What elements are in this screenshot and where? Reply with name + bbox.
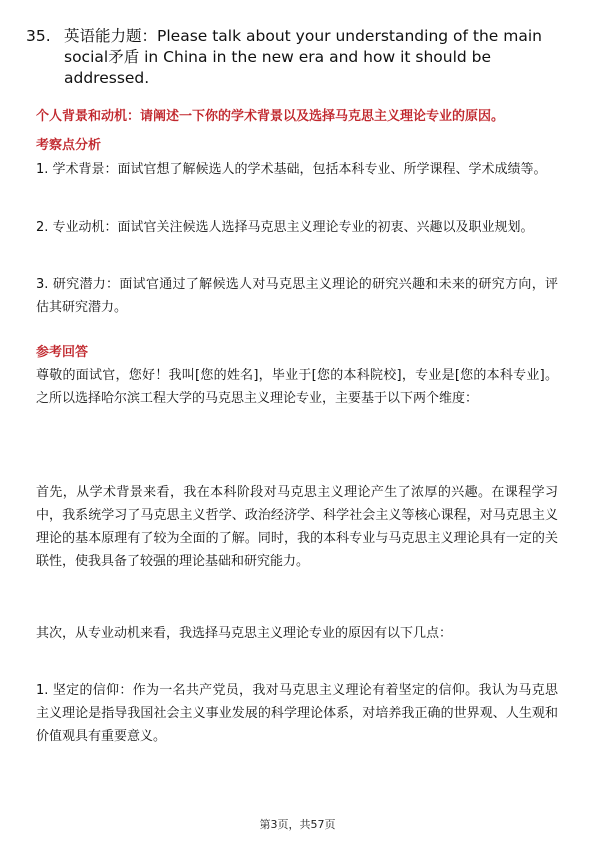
analysis-point-2: 2. 专业动机：面试官关注候选人选择马克思主义理论专业的初衷、兴趣以及职业规划。 [36,220,534,235]
answer-paragraph-1: 尊敬的面试官，您好！我叫[您的姓名]，毕业于[您的本科院校]，专业是[您的本科专业]。之所以选择哈尔滨工程大学的马克思主义理论专业，主要基于以下两个维度： [36,368,558,406]
section-heading: 个人背景和动机：请阐述一下你的学术背景以及选择马克思主义理论专业的原因。 [36,109,505,124]
answer-heading: 参考回答 [36,345,89,360]
analysis-heading: 考察点分析 [36,138,102,153]
answer-paragraph-2: 首先，从学术背景来看，我在本科阶段对马克思主义理论产生了浓厚的兴趣。在课程学习中，我系统学习了马克思主义哲学、政治经济学、科学社会主义等核心课程，对马克思主义理论的基本原理有了较为全面的了解。同时，我的本科专业与马克思主义理论具有一定的关联性，使我具备了较强的理论基础和研究能力。 [36,485,558,569]
analysis-point-1: 1. 学术背景：面试官想了解候选人的学术基础，包括本科专业、所学课程、学术成绩等。 [36,162,547,177]
page-footer: 第3页，共57页 [259,818,336,831]
question-number: 35. [26,27,51,45]
question-text: 英语能力题：Please talk about your understanding of the main social矛盾 in China in the new era and how it should be addressed. [64,27,543,87]
answer-paragraph-3: 其次，从专业动机来看，我选择马克思主义理论专业的原因有以下几点： [36,626,453,641]
analysis-point-3: 3. 研究潜力：面试官通过了解候选人对马克思主义理论的研究兴趣和未来的研究方向，评估其研究潜力。 [36,277,558,315]
answer-paragraph-4: 1. 坚定的信仰：作为一名共产党员，我对马克思主义理论有着坚定的信仰。我认为马克思主义理论是指导我国社会主义事业发展的科学理论体系，对培养我正确的世界观、人生观和价值观具有重要意义。 [36,683,558,744]
